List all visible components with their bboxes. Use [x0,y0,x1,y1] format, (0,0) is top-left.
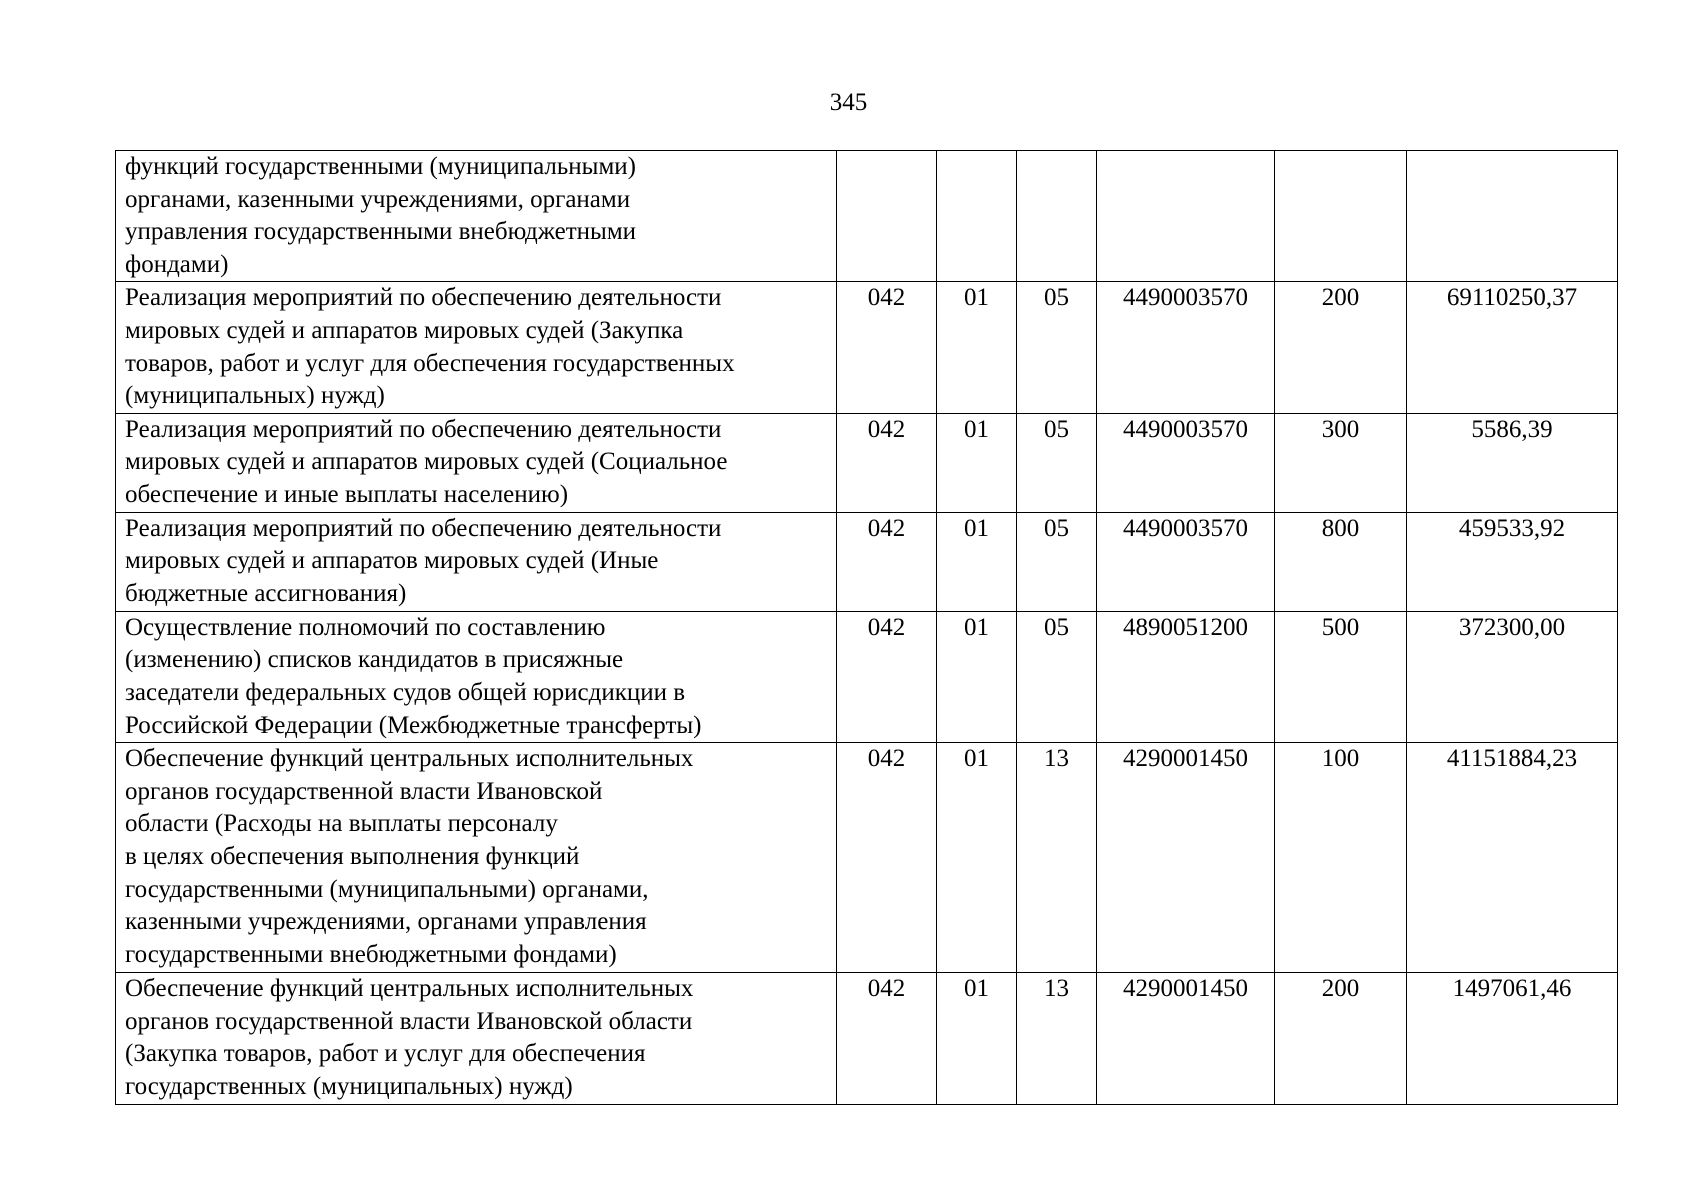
expense-type-code: 200 [1275,282,1407,413]
row-description [116,413,837,512]
description-line: органов государственной власти Ивановской области [125,1007,693,1035]
subsection-code: 05 [1017,282,1097,413]
row-description [116,973,837,1104]
section-code: 01 [937,743,1017,973]
description-line: органов государственной власти Ивановской [125,777,603,805]
description-line: заседатели федеральных судов общей юрисдикции в [125,678,686,706]
expense-type-code: 300 [1275,413,1407,512]
description-line: (изменению) списков кандидатов в присяжные [125,646,624,674]
amount: 69110250,37 [1407,282,1618,413]
table-row [116,611,1618,742]
row-description [116,512,837,611]
ministry-code: 042 [837,973,937,1104]
description-line: государственными (муниципальными) органами, [125,875,649,903]
expense-type-code [1275,151,1407,282]
section-code: 01 [937,512,1017,611]
description-line: мировых судей и аппаратов мировых судей (Закупка [125,316,684,344]
expense-type-code: 100 [1275,743,1407,973]
description-line: бюджетные ассигнования) [125,579,407,607]
target-article-code [1097,151,1275,282]
amount: 5586,39 [1407,413,1618,512]
target-article-code: 4290001450 [1097,743,1275,973]
section-code [937,151,1017,282]
section-code: 01 [937,611,1017,742]
description-line: функций государственными (муниципальными) [125,153,636,180]
description-line: фондами) [125,250,229,278]
ministry-code: 042 [837,413,937,512]
budget-table [115,150,1618,1105]
section-code: 01 [937,973,1017,1104]
row-description [116,151,837,282]
table-row [116,973,1618,1104]
ministry-code: 042 [837,512,937,611]
description-line: (Закупка товаров, работ и услуг для обеспечения [125,1040,646,1068]
ministry-code: 042 [837,282,937,413]
table-row [116,512,1618,611]
row-description [116,743,837,973]
description-line: мировых судей и аппаратов мировых судей (Социальное [125,448,728,476]
description-line: Обеспечение функций центральных исполнительных [125,975,694,1003]
amount: 41151884,23 [1407,743,1618,973]
subsection-code: 05 [1017,512,1097,611]
subsection-code [1017,151,1097,282]
description-line: Реализация мероприятий по обеспечению деятельности [125,284,722,312]
amount [1407,151,1618,282]
amount: 372300,00 [1407,611,1618,742]
row-description [116,282,837,413]
description-line: в целях обеспечения выполнения функций [125,842,580,870]
section-code: 01 [937,413,1017,512]
description-line: государственных (муниципальных) нужд) [125,1072,573,1100]
page-number: 345 [829,89,868,116]
description-line: мировых судей и аппаратов мировых судей (Иные [125,547,659,575]
subsection-code: 13 [1017,973,1097,1104]
description-line: управления государственными внебюджетными [125,218,637,246]
target-article-code: 4890051200 [1097,611,1275,742]
description-line: Российской Федерации (Межбюджетные трансферты) [125,711,702,739]
section-code: 01 [937,282,1017,413]
subsection-code: 13 [1017,743,1097,973]
amount: 459533,92 [1407,512,1618,611]
description-line: органами, казенными учреждениями, органами [125,185,631,213]
table-row [116,743,1618,973]
ministry-code: 042 [837,611,937,742]
description-line: Реализация мероприятий по обеспечению деятельности [125,415,722,443]
table-row [116,413,1618,512]
table-row [116,282,1618,413]
target-article-code: 4290001450 [1097,973,1275,1104]
subsection-code: 05 [1017,413,1097,512]
description-line: государственными внебюджетными фондами) [125,940,617,968]
description-line: Обеспечение функций центральных исполнительных [125,745,694,773]
ministry-code: 042 [837,743,937,973]
target-article-code: 4490003570 [1097,413,1275,512]
description-line: (муниципальных) нужд) [125,382,385,410]
expense-type-code: 200 [1275,973,1407,1104]
description-line: Осуществление полномочий по составлению [125,613,606,641]
target-article-code: 4490003570 [1097,512,1275,611]
description-line: обеспечение и иные выплаты населению) [125,480,569,508]
description-line: казенными учреждениями, органами управления [125,908,647,936]
expense-type-code: 500 [1275,611,1407,742]
table-row [116,151,1618,282]
target-article-code: 4490003570 [1097,282,1275,413]
expense-type-code: 800 [1275,512,1407,611]
ministry-code [837,151,937,282]
amount: 1497061,46 [1407,973,1618,1104]
subsection-code: 05 [1017,611,1097,742]
row-description [116,611,837,742]
description-line: области (Расходы на выплаты персоналу [125,810,558,838]
description-line: Реализация мероприятий по обеспечению деятельности [125,514,722,542]
description-line: товаров, работ и услуг для обеспечения государственных [125,349,735,377]
